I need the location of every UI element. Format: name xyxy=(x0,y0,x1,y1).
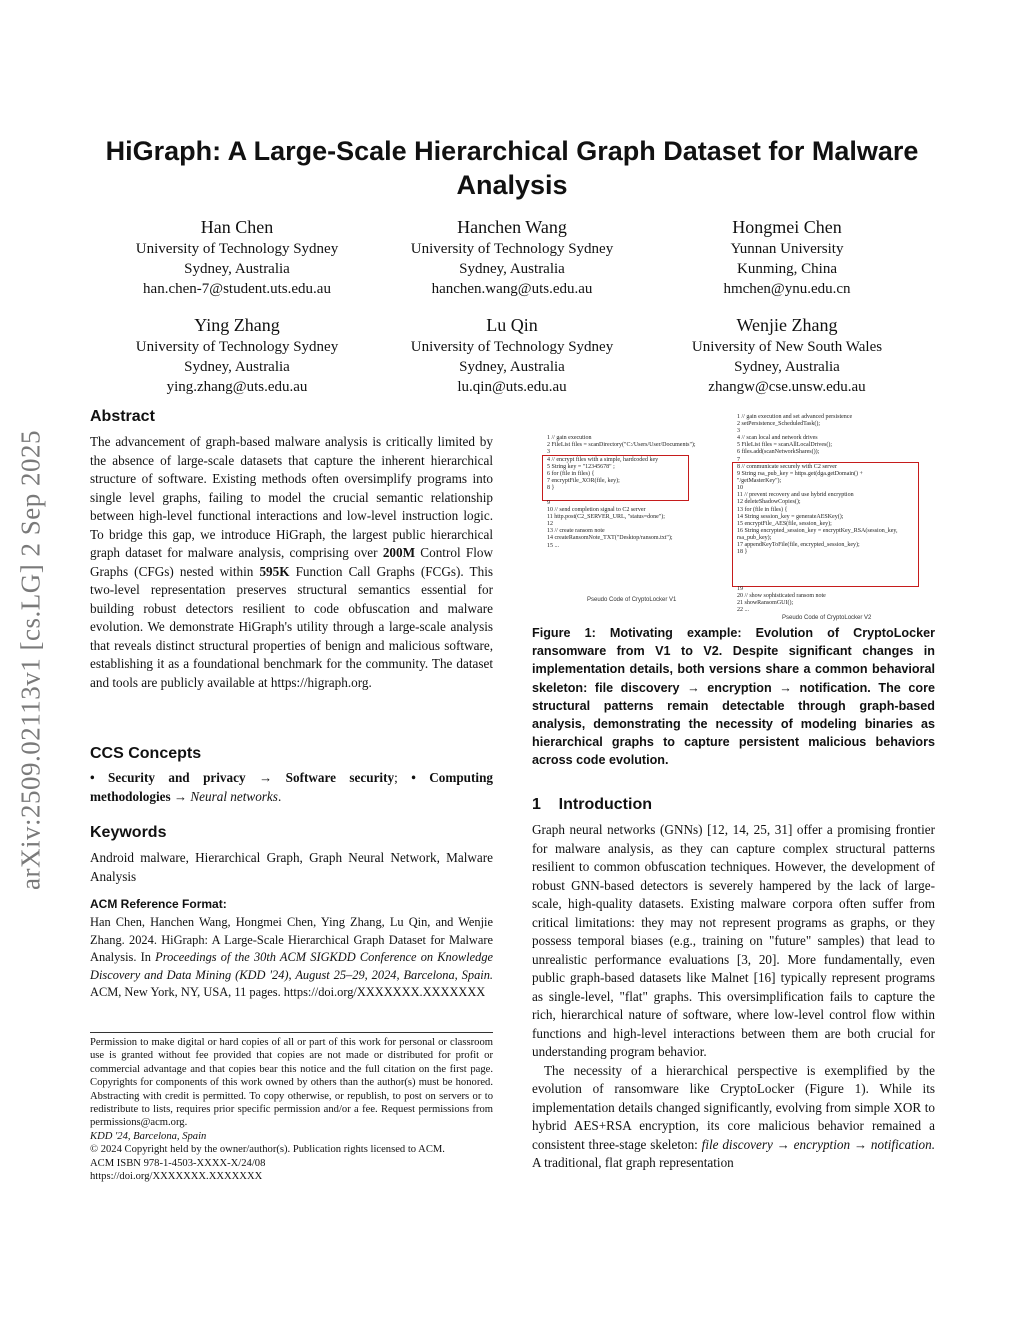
abstract-bold: 200M xyxy=(382,545,416,560)
author-affiliation: University of New South Wales xyxy=(691,339,883,355)
ccs-arrow: → xyxy=(170,788,191,804)
acm-ref-heading: ACM Reference Format: xyxy=(90,897,227,911)
abstract-bold: 595K xyxy=(259,563,290,579)
author-affiliation: Yunnan University xyxy=(730,241,844,257)
intro-paragraph xyxy=(532,1062,935,1173)
permission-doi: https://doi.org/XXXXXXX.XXXXXXX xyxy=(90,1171,263,1183)
title-line-1: HiGraph: A Large-Scale Hierarchical Graph Dataset for Malware xyxy=(105,136,919,166)
arxiv-stamp-text: arXiv:2509.02113v1 [cs.LG] 2 Sep 2025 xyxy=(15,430,46,890)
author-block xyxy=(372,313,652,397)
paper-title xyxy=(80,134,944,202)
acm-ref-venue: Proceedings of the 30th ACM SIGKDD Conference on Knowledge Discovery and Data Mining (KDD '24), August 25–29, 2024, Barcelona, Spain. xyxy=(90,950,494,982)
author-email: han.chen-7@student.uts.edu.au xyxy=(143,281,331,297)
v2-highlight-box xyxy=(732,462,919,587)
v1-highlight-box xyxy=(542,455,689,501)
ccs-concept: • Security and privacy xyxy=(90,770,246,785)
title-line-2: Analysis xyxy=(456,170,568,200)
v2-code-bottom: 19 20 // show sophisticated ransom note 21 showRansomGUI(); 22 ... xyxy=(737,586,826,614)
author-email: zhangw@cse.unsw.edu.au xyxy=(708,379,866,395)
author-block xyxy=(97,313,377,397)
ccs-sep: ; xyxy=(394,770,412,785)
ccs-arrow: → xyxy=(245,770,286,785)
author-name: Han Chen xyxy=(200,217,274,237)
v1-code-bottom: 9 10 // send completion signal to C2 server 11 http.post(C2_SERVER_URL, "status=done"); 12 13 // create ransom note 14 createRansomNote_TXT("Desktop/ransom.txt"); 15 ... xyxy=(547,500,673,549)
author-email: hmchen@ynu.edu.cn xyxy=(723,281,851,297)
author-name: Hongmei Chen xyxy=(732,217,842,237)
permission-text: Permission to make digital or hard copies of all or part of this work for personal or classroom use is granted without fee provided that copies are not made or distributed for profit or commercial advantage and that copies bear this notice and the full citation on the first page. Copyrights for components of this work owned by others than the author(s) must be honored. Abstracting with credit is permitted. To copy otherwise, or republish, to post on servers or to redistribute to lists, requires prior specific permission and/or a fee. Request permissions from permissions@acm.org. xyxy=(90,1037,493,1129)
abstract-part: The advancement of graph-based malware analysis is critically limited by the absence of large-scale datasets that capture the inherent hierarchical structure of software. Existing methods often oversimplify programs into single level graphs, failing to model the crucial semantic relationship between high-level functional interactions and low-level instruction logic. To bridge this gap, we introduce HiGraph, the largest public hierarchical graph dataset for malware analysis, comprising over xyxy=(90,434,493,560)
author-name: Ying Zhang xyxy=(194,315,280,335)
author-email: ying.zhang@uts.edu.au xyxy=(166,379,308,395)
keywords-heading: Keywords xyxy=(90,824,167,841)
permission-venue: KDD '24, Barcelona, Spain xyxy=(90,1130,207,1142)
author-affiliation: University of Technology Sydney xyxy=(410,339,614,355)
v1-label: Pseudo Code of CryptoLocker V1 xyxy=(587,597,677,603)
author-location: Sydney, Australia xyxy=(459,359,565,375)
abstract-part: Function Call Graphs (FCGs). This two-level representation preserves structural semantics essential for building robust detectors resilient to code obfuscation and malware evolution. We demonstrate HiGraph's utility through a large-scale analysis that reveals distinct structural properties of benign and malicious software, establishing it as a foundational benchmark for the community. The dataset and tools are publicly available at https://higraph.org. xyxy=(90,563,493,690)
abstract-text xyxy=(90,433,493,692)
author-block xyxy=(372,215,652,299)
keywords-text: Android malware, Hierarchical Graph, Graph Neural Network, Malware Analysis xyxy=(90,850,493,884)
author-location: Sydney, Australia xyxy=(459,261,565,277)
acm-ref-text xyxy=(90,914,493,1002)
intro-heading: 1 Introduction xyxy=(532,796,652,813)
v1-code-top: 1 // gain execution 2 FileList files = scanDirectory("C:/Users/User/Documents"); 3 xyxy=(547,435,696,456)
author-name: Wenjie Zhang xyxy=(736,315,838,335)
v1-code-box: 4 // encrypt files with a simple, hardcoded key 5 String key = "12345678" ; 6 for (file in files) { 7 encryptFile_XOR(file, key); 8 } xyxy=(547,457,659,492)
v2-code-box: 8 // communicate securely with C2 server 9 String rsa_pub_key = https.get(dga.getDomain() + "/getMasterKey"); 10 11 // prevent recovery and use hybrid encryption 12 deleteShadowCopies(); 13 for (file in files) { 14 String session_key = generateAESKey(); 15 encryptFile_AES(file, session_key); 16 String encrypted_session_key = encryptKey_RSA(session_key, rsa_pub_key); 17 appendKeyToFile(file, encrypted_session_key); 18 } xyxy=(737,464,898,556)
acm-ref-part: ACM, New York, NY, USA, 11 pages. https://doi.org/XXXXXXX.XXXXXXX xyxy=(90,985,486,1000)
ccs-end: . xyxy=(277,788,282,804)
figure-1 xyxy=(532,410,935,621)
permission-isbn: ACM ISBN 978-1-4503-XXXX-X/24/08 xyxy=(90,1157,266,1169)
figure-caption: Figure 1: Motivating example: Evolution of CryptoLocker ransomware from V1 to V2. Despite significant changes in implementation details, both versions share a common behavioral skeleton: file discovery → encryption → notification. The core structural patterns remain detectable through graph-based analysis, demonstrating the necessity of modeling binaries as hierarchical graphs to capture persistent malicious behaviors across code evolution. xyxy=(532,626,935,768)
author-affiliation: University of Technology Sydney xyxy=(410,241,614,257)
author-email: lu.qin@uts.edu.au xyxy=(457,379,567,395)
intro-part: The necessity of a hierarchical perspective is exemplified by the evolution of ransomware like CryptoLocker (Figure 1). While its implementation details changed significantly, evolving from simple XOR to hybrid AES+RSA encryption, its core malicious behavior remained a consistent three-stage skeleton: xyxy=(532,1062,935,1152)
v2-label: Pseudo Code of CryptoLocker V2 xyxy=(782,615,872,621)
intro-paragraph: Graph neural networks (GNNs) [12, 14, 25, 31] offer a promising frontier for malware analysis, as they can capture complex structural patterns resilient to common obfuscation techniques. However, the development of robust GNN-based detectors is severely hampered by the lack of large-scale, high-quality datasets. Existing malware corpora often suffer from critical limitations: they may not represent programs as graphs, or they possess temporal biases (e.g., training on "future" samples) that lead to unrealistic performance evaluations [3, 20]. More fundamentally, even public graph-based datasets like Malnet [16] typically represent programs as single-level, "flat" graphs. This oversimplification fails to capture the rich, hierarchical nature of software, where low-level control flow within functions and high-level interactions between them are both crucial for understanding program behavior. xyxy=(532,822,935,1059)
ccs-heading: CCS Concepts xyxy=(90,745,202,762)
author-location: Kunming, China xyxy=(737,261,837,277)
author-block xyxy=(647,215,927,299)
ccs-concept-italic: Neural networks xyxy=(190,788,278,804)
ccs-concept: Software security xyxy=(285,770,395,785)
intro-text xyxy=(532,821,935,1173)
arxiv-stamp xyxy=(6,380,56,940)
permission-notice xyxy=(90,1036,493,1183)
permission-copyright: © 2024 Copyright held by the owner/author(s). Publication rights licensed to ACM. xyxy=(90,1144,445,1156)
author-affiliation: University of Technology Sydney xyxy=(135,241,339,257)
author-name: Lu Qin xyxy=(486,315,538,335)
author-location: Sydney, Australia xyxy=(184,261,290,277)
abstract-part: Control Flow Graphs (CFGs) nested within xyxy=(90,545,493,579)
author-location: Sydney, Australia xyxy=(184,359,290,375)
author-affiliation: University of Technology Sydney xyxy=(135,339,339,355)
author-block xyxy=(97,215,377,299)
ccs-text xyxy=(90,769,493,806)
author-location: Sydney, Australia xyxy=(734,359,840,375)
author-block xyxy=(647,313,927,397)
v2-code-top: 1 // gain execution and set advanced persistence 2 setPersistence_ScheduledTask(); 3 4 // scan local and network drives 5 FileList files = scanAllLocalDrives(); 6 files.add(scanNetworkShares()); 7 xyxy=(737,414,853,463)
intro-part: A traditional, flat graph representation xyxy=(532,1155,734,1170)
ccs-concept: • Computing methodologies xyxy=(90,770,494,804)
abstract-heading: Abstract xyxy=(90,408,155,425)
author-email: hanchen.wang@uts.edu.au xyxy=(431,281,593,297)
intro-italic: file discovery → encryption → notification. xyxy=(701,1136,935,1152)
footnote-rule xyxy=(90,1032,493,1033)
acm-ref-part: Han Chen, Hanchen Wang, Hongmei Chen, Ying Zhang, Lu Qin, and Wenjie Zhang. 2024. HiGraph: A Large-Scale Hierarchical Graph Dataset for Malware Analysis. In xyxy=(90,915,493,965)
author-name: Hanchen Wang xyxy=(457,217,567,237)
